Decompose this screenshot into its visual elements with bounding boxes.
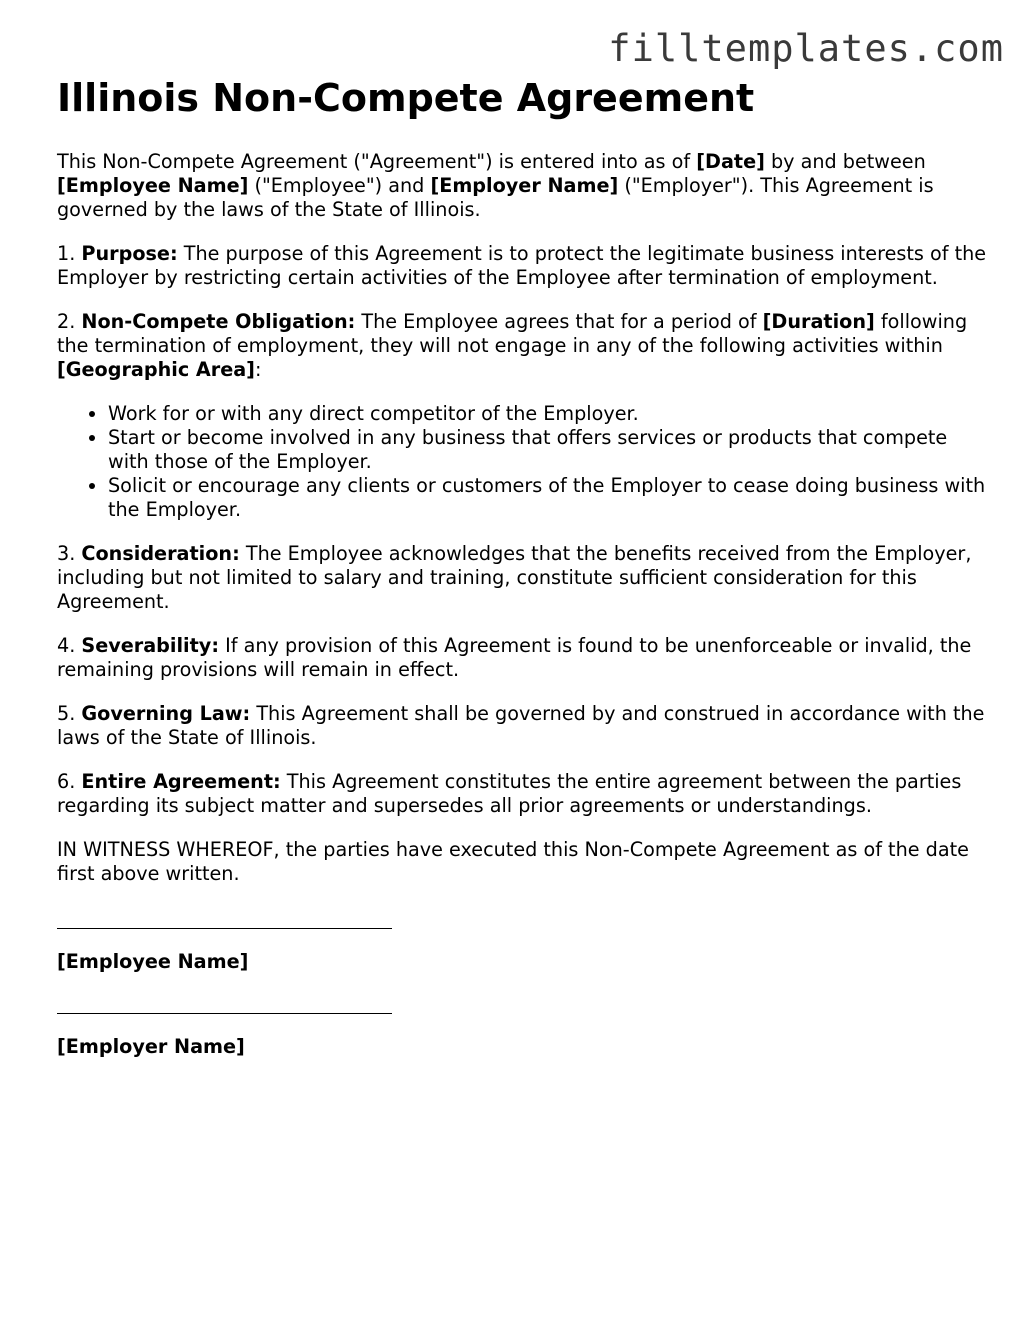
section-number: 5.: [57, 702, 82, 725]
section-heading: Severability:: [81, 634, 219, 657]
employee-name-placeholder: [Employee Name]: [57, 174, 249, 197]
date-placeholder: [Date]: [696, 150, 765, 173]
section-heading: Consideration:: [81, 542, 240, 565]
section-heading: Non-Compete Obligation:: [81, 310, 356, 333]
employee-signature-name: [Employee Name]: [57, 950, 249, 973]
employer-signature-name: [Employer Name]: [57, 1035, 245, 1058]
intro-text-1: This Non-Compete Agreement ("Agreement") is entered into as of: [57, 150, 697, 173]
section-number: 3.: [57, 542, 82, 565]
employer-name-placeholder: [Employer Name]: [430, 174, 619, 197]
section-text: This Agreement constitutes the entire agreement between the parties regarding its subject matter and supersedes all prior agreements or understandings.: [57, 770, 962, 817]
section-purpose: [57, 242, 987, 290]
intro-text-3: ("Employee") and: [248, 174, 431, 197]
section-number: 4.: [57, 634, 82, 657]
section-severability: [57, 634, 987, 682]
section-number: 1.: [57, 242, 82, 265]
document-page: [57, 76, 987, 1059]
section-text: following the termination of employment, they will not engage in any of the following activities within: [57, 310, 968, 357]
section-text: :: [254, 358, 262, 381]
section-text: If any provision of this Agreement is found to be unenforceable or invalid, the remaining provisions will remain in effect.: [57, 634, 972, 681]
section-heading: Entire Agreement:: [81, 770, 281, 793]
section-consideration: [57, 542, 987, 614]
list-item: • Solicit or encourage any clients or customers of the Employer to cease doing business with the Employer.: [108, 474, 987, 522]
section-heading: Purpose:: [81, 242, 178, 265]
section-heading: Governing Law:: [81, 702, 251, 725]
section-number: 6.: [57, 770, 82, 793]
document-title: Illinois Non-Compete Agreement: [57, 76, 755, 120]
witness-paragraph: IN WITNESS WHEREOF, the parties have executed this Non-Compete Agreement as of the date first above written.: [57, 838, 969, 885]
employer-signature-block: [57, 1013, 987, 1059]
section-non-compete: [57, 310, 987, 382]
restricted-activities-list: [57, 402, 987, 522]
duration-placeholder: [Duration]: [762, 310, 875, 333]
section-text: The Employee agrees that for a period of: [355, 310, 763, 333]
list-item: • Work for or with any direct competitor of the Employer.: [108, 402, 987, 426]
section-text: The Employee acknowledges that the benefits received from the Employer, including but not limited to salary and training, constitute sufficient consideration for this Agreement.: [57, 542, 972, 613]
section-number: 2.: [57, 310, 82, 333]
intro-text-2: by and between: [764, 150, 926, 173]
section-text: This Agreement shall be governed by and construed in accordance with the laws of the State of Illinois.: [57, 702, 985, 749]
watermark: filltemplates.com: [608, 27, 1004, 70]
section-entire-agreement: [57, 770, 987, 818]
geographic-area-placeholder: [Geographic Area]: [57, 358, 255, 381]
list-item: • Start or become involved in any business that offers services or products that compete with those of the Employer.: [108, 426, 987, 474]
employer-signature-line[interactable]: [57, 1013, 392, 1014]
intro-paragraph: [57, 150, 987, 222]
section-governing-law: [57, 702, 987, 750]
employee-signature-line[interactable]: [57, 928, 392, 929]
employee-signature-block: [57, 928, 987, 974]
intro-text-4: ("Employer"). This Agreement is governed by the laws of the State of Illinois.: [57, 174, 934, 221]
section-text: The purpose of this Agreement is to protect the legitimate business interests of the Employer by restricting certain activities of the Employee after termination of employment.: [57, 242, 987, 289]
